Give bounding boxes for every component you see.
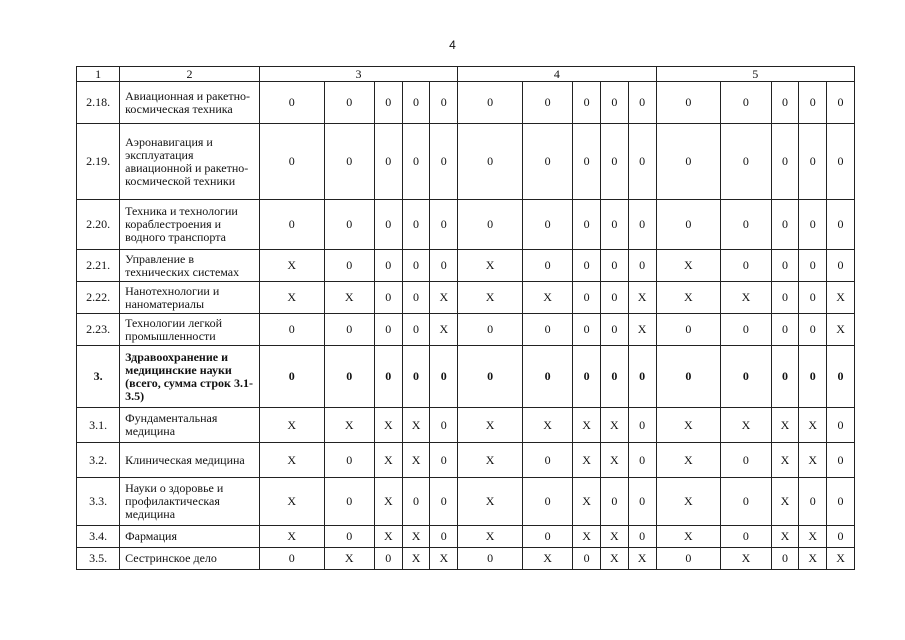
value-cell: X [656,526,721,548]
value-cell: 0 [771,200,799,250]
value-cell: 0 [374,250,402,282]
value-cell: 0 [827,526,855,548]
value-cell: X [259,443,324,478]
row-number: 3.5. [77,548,120,570]
row-label: Науки о здоровье и профилактическая медицина [120,478,260,526]
value-cell: X [374,443,402,478]
value-cell: 0 [827,200,855,250]
value-cell: 0 [656,346,721,408]
value-cell: 0 [721,250,771,282]
value-cell: X [573,408,601,443]
value-cell: X [827,314,855,346]
table-row [77,478,855,526]
value-cell: 0 [721,346,771,408]
row-number: 3. [77,346,120,408]
value-cell: 0 [458,200,523,250]
table-row [77,548,855,570]
value-cell: 0 [324,124,374,200]
value-cell: 0 [573,282,601,314]
header-cell-1: 1 [77,67,120,82]
value-cell: 0 [628,478,656,526]
row-label: Сестринское дело [120,548,260,570]
value-cell: 0 [259,548,324,570]
row-number: 2.23. [77,314,120,346]
value-cell: X [522,408,572,443]
value-cell: 0 [827,478,855,526]
value-cell: X [374,478,402,526]
table-row [77,82,855,124]
value-cell: 0 [324,250,374,282]
value-cell: 0 [573,548,601,570]
table-row [77,250,855,282]
value-cell: X [721,548,771,570]
value-cell: X [573,478,601,526]
value-cell: 0 [374,82,402,124]
value-cell: 0 [430,346,458,408]
value-cell: X [324,282,374,314]
value-cell: X [601,526,629,548]
value-cell: X [799,408,827,443]
value-cell: X [458,282,523,314]
value-cell: 0 [522,124,572,200]
value-cell: X [374,408,402,443]
row-label: Управление в технических системах [120,250,260,282]
value-cell: 0 [656,200,721,250]
value-cell: 0 [628,408,656,443]
value-cell: 0 [259,200,324,250]
value-cell: 0 [324,82,374,124]
value-cell: X [771,443,799,478]
value-cell: 0 [628,200,656,250]
value-cell: 0 [628,443,656,478]
value-cell: X [771,478,799,526]
row-number: 2.19. [77,124,120,200]
value-cell: 0 [402,282,430,314]
value-cell: X [430,282,458,314]
value-cell: 0 [573,346,601,408]
value-cell: X [402,548,430,570]
table-row [77,408,855,443]
value-cell: 0 [430,443,458,478]
value-cell: X [374,526,402,548]
value-cell: 0 [771,124,799,200]
header-cell-5: 5 [656,67,854,82]
value-cell: 0 [402,82,430,124]
table-row [77,200,855,250]
value-cell: 0 [771,250,799,282]
value-cell: 0 [430,408,458,443]
value-cell: X [522,548,572,570]
value-cell: X [601,443,629,478]
value-cell: 0 [721,443,771,478]
value-cell: 0 [827,346,855,408]
row-number: 2.21. [77,250,120,282]
value-cell: 0 [573,124,601,200]
value-cell: 0 [721,124,771,200]
value-cell: 0 [799,346,827,408]
value-cell: 0 [458,124,523,200]
value-cell: 0 [259,346,324,408]
header-row [77,67,855,82]
value-cell: 0 [522,250,572,282]
value-cell: X [827,282,855,314]
value-cell: 0 [324,346,374,408]
row-number: 3.1. [77,408,120,443]
value-cell: 0 [430,200,458,250]
page-number: 4 [449,38,456,52]
header-cell-4: 4 [458,67,656,82]
table-body [77,67,855,570]
value-cell: X [799,443,827,478]
row-label: Фармация [120,526,260,548]
value-cell: X [324,408,374,443]
value-cell: X [656,478,721,526]
table-row [77,346,855,408]
table-row [77,443,855,478]
row-number: 2.22. [77,282,120,314]
table-row [77,282,855,314]
value-cell: 0 [827,408,855,443]
row-label: Технологии легкой промышленности [120,314,260,346]
value-cell: 0 [799,250,827,282]
value-cell: 0 [430,526,458,548]
value-cell: 0 [573,200,601,250]
value-cell: 0 [259,124,324,200]
value-cell: X [430,314,458,346]
value-cell: 0 [827,82,855,124]
value-cell: 0 [601,478,629,526]
value-cell: 0 [656,124,721,200]
value-cell: 0 [374,200,402,250]
value-cell: 0 [430,82,458,124]
value-cell: 0 [721,478,771,526]
value-cell: 0 [324,443,374,478]
value-cell: X [324,548,374,570]
value-cell: 0 [458,82,523,124]
value-cell: 0 [601,346,629,408]
value-cell: 0 [458,346,523,408]
row-label: Фундаментальная медицина [120,408,260,443]
row-label: Нанотехнологии и наноматериалы [120,282,260,314]
value-cell: 0 [402,478,430,526]
value-cell: X [771,408,799,443]
value-cell: X [458,478,523,526]
table-row [77,526,855,548]
value-cell: X [458,443,523,478]
value-cell: X [721,408,771,443]
value-cell: 0 [628,250,656,282]
value-cell: X [799,548,827,570]
value-cell: 0 [430,250,458,282]
value-cell: 0 [374,282,402,314]
value-cell: 0 [799,478,827,526]
data-table [76,66,855,570]
value-cell: 0 [601,124,629,200]
row-number: 3.3. [77,478,120,526]
value-cell: 0 [374,346,402,408]
value-cell: 0 [656,82,721,124]
value-cell: X [628,282,656,314]
table-row [77,314,855,346]
value-cell: 0 [573,82,601,124]
value-cell: 0 [324,314,374,346]
value-cell: X [458,408,523,443]
value-cell: 0 [430,124,458,200]
value-cell: 0 [324,526,374,548]
value-cell: 0 [656,314,721,346]
value-cell: 0 [721,314,771,346]
header-cell-2: 2 [120,67,260,82]
table-row [77,124,855,200]
value-cell: 0 [601,250,629,282]
value-cell: 0 [771,548,799,570]
value-cell: 0 [522,314,572,346]
value-cell: 0 [573,314,601,346]
value-cell: X [402,408,430,443]
value-cell: 0 [522,526,572,548]
value-cell: 0 [458,314,523,346]
row-label: Клиническая медицина [120,443,260,478]
value-cell: X [522,282,572,314]
value-cell: X [259,250,324,282]
value-cell: 0 [799,314,827,346]
value-cell: 0 [522,443,572,478]
value-cell: 0 [827,443,855,478]
value-cell: 0 [799,82,827,124]
value-cell: 0 [324,478,374,526]
value-cell: 0 [628,82,656,124]
row-label: Техника и технологии кораблестроения и водного транспорта [120,200,260,250]
row-number: 2.18. [77,82,120,124]
value-cell: 0 [374,548,402,570]
value-cell: X [402,443,430,478]
row-number: 2.20. [77,200,120,250]
value-cell: 0 [458,548,523,570]
value-cell: X [430,548,458,570]
value-cell: 0 [601,82,629,124]
value-cell: X [628,548,656,570]
value-cell: 0 [799,282,827,314]
value-cell: X [656,250,721,282]
value-cell: X [402,526,430,548]
value-cell: 0 [721,200,771,250]
value-cell: 0 [721,526,771,548]
value-cell: 0 [402,250,430,282]
value-cell: X [656,408,721,443]
value-cell: 0 [573,250,601,282]
value-cell: X [573,443,601,478]
value-cell: X [458,250,523,282]
row-label: Аэронавигация и эксплуатация авиационной и ракетно-космической техники [120,124,260,200]
value-cell: X [799,526,827,548]
value-cell: X [601,408,629,443]
value-cell: 0 [628,346,656,408]
value-cell: X [827,548,855,570]
value-cell: X [259,478,324,526]
value-cell: X [458,526,523,548]
value-cell: X [656,443,721,478]
value-cell: X [628,314,656,346]
value-cell: 0 [601,200,629,250]
row-label: Авиационная и ракетно-космическая техника [120,82,260,124]
value-cell: 0 [601,314,629,346]
value-cell: X [721,282,771,314]
value-cell: 0 [771,346,799,408]
value-cell: 0 [628,124,656,200]
value-cell: 0 [601,282,629,314]
value-cell: 0 [522,346,572,408]
value-cell: 0 [402,124,430,200]
value-cell: 0 [259,314,324,346]
value-cell: 0 [771,282,799,314]
value-cell: 0 [827,124,855,200]
value-cell: X [601,548,629,570]
row-number: 3.2. [77,443,120,478]
value-cell: X [656,282,721,314]
value-cell: 0 [656,548,721,570]
value-cell: 0 [522,478,572,526]
value-cell: 0 [324,200,374,250]
value-cell: 0 [402,314,430,346]
value-cell: 0 [771,82,799,124]
value-cell: 0 [430,478,458,526]
header-cell-3: 3 [259,67,457,82]
value-cell: 0 [402,346,430,408]
row-number: 3.4. [77,526,120,548]
value-cell: 0 [522,82,572,124]
value-cell: 0 [721,82,771,124]
value-cell: 0 [522,200,572,250]
value-cell: 0 [799,200,827,250]
value-cell: X [259,526,324,548]
value-cell: X [259,408,324,443]
value-cell: 0 [771,314,799,346]
value-cell: X [771,526,799,548]
value-cell: 0 [259,82,324,124]
value-cell: 0 [628,526,656,548]
value-cell: X [573,526,601,548]
value-cell: 0 [827,250,855,282]
value-cell: 0 [402,200,430,250]
row-label: Здравоохранение и медицинские науки (всего, сумма строк 3.1- 3.5) [120,346,260,408]
value-cell: X [259,282,324,314]
value-cell: 0 [374,124,402,200]
value-cell: 0 [374,314,402,346]
value-cell: 0 [799,124,827,200]
